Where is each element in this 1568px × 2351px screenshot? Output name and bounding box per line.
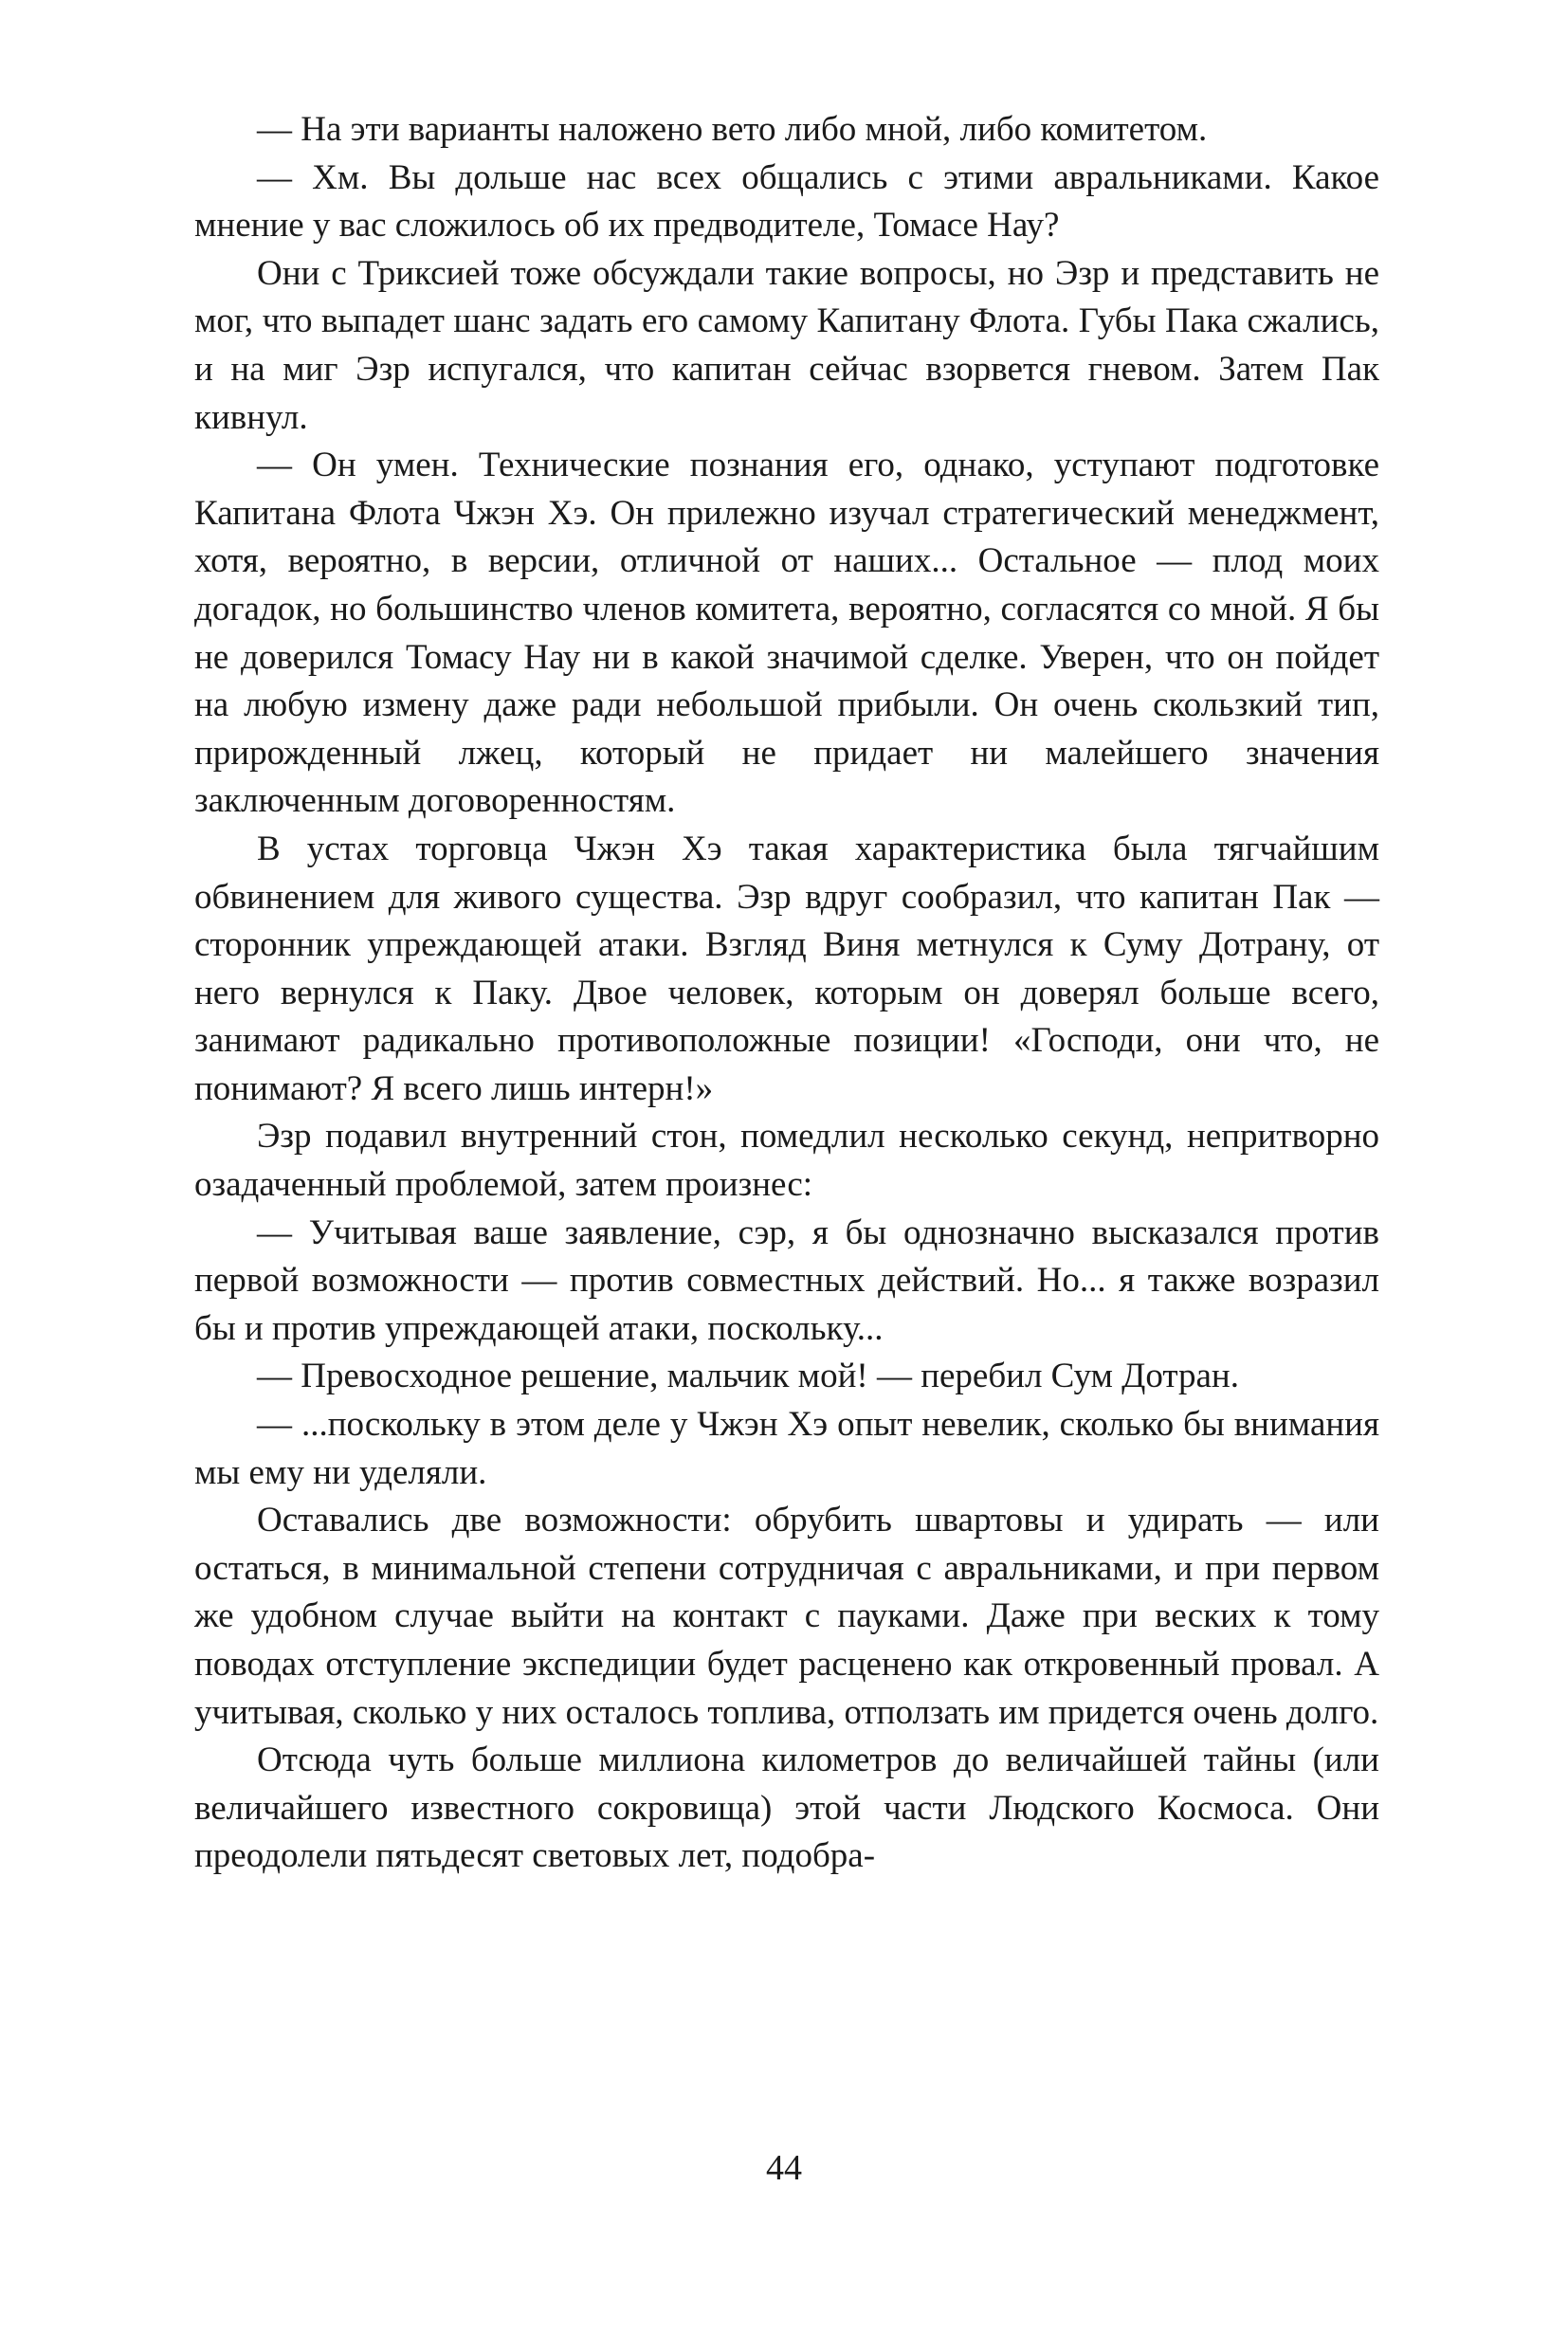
- paragraph: — Хм. Вы дольше нас всех общались с этими авральниками. Какое мнение у вас сложилось об их предводителе, Томасе Нау?: [194, 157, 1379, 246]
- paragraph: Оставались две возможности: обрубить швартовы и удирать — или остаться, в минимальной степени сотрудничая с авральниками, и при первом же удобном случае выйти на контакт с пауками. Даже при веских к тому поводах отступление экспедиции будет расценено как откровенный провал. А учитывая, сколько у них осталось топлива, отползать им придется очень долго.: [194, 1501, 1379, 1732]
- paragraph: Отсюда чуть больше миллиона километров до величайшей тайны (или величайшего известного сокровища) этой части Людского Космоса. Они преодолели пятьдесят световых лет, подобра-: [194, 1740, 1379, 1876]
- paragraph: Эзр подавил внутренний стон, помедлил несколько секунд, непритворно озадаченный проблемой, затем произнес:: [194, 1117, 1379, 1205]
- body-text: [194, 106, 1379, 1881]
- paragraph: — Он умен. Технические познания его, однако, уступают подготовке Капитана Флота Чжэн Хэ. Он прилежно изучал стратегический менеджмент, хотя, вероятно, в версии, отличной от наших... Остальное — плод моих догадок, но большинство членов комитета, вероятно, согласятся со мной. Я бы не доверился Томасу Нау ни в какой значимой сделке. Уверен, что он пойдет на любую измену даже ради небольшой прибыли. Он очень скользкий тип, прирожденный лжец, который не придает ни малейшего значения заключенным договоренностям.: [194, 446, 1379, 821]
- paragraph: — Превосходное решение, мальчик мой! — перебил Сум Дотран.: [257, 1357, 1239, 1396]
- page-number: 44: [766, 2148, 802, 2188]
- paragraph: В устах торговца Чжэн Хэ такая характеристика была тягчайшим обвинением для живого существа. Эзр вдруг сообразил, что капитан Пак — сторонник упреждающей атаки. Взгляд Виня метнулся к Суму Дотрану, от него вернулся к Паку. Двое человек, которым он доверял больше всего, занимают радикально противоположные позиции! «Господи, они что, не понимают? Я всего лишь интерн!»: [194, 829, 1379, 1108]
- paragraph: — На эти варианты наложено вето либо мной, либо комитетом.: [257, 110, 1208, 149]
- paragraph: — ...поскольку в этом деле у Чжэн Хэ опыт невелик, сколько бы внимания мы ему ни уделяли.: [194, 1405, 1379, 1492]
- paragraph: Они с Триксией тоже обсуждали такие вопросы, но Эзр и представить не мог, что выпадет шанс задать его самому Капитану Флота. Губы Пака сжались, и на миг Эзр испугался, что капитан сейчас взорвется гневом. Затем Пак кивнул.: [194, 253, 1379, 437]
- paragraph: — Учитывая ваше заявление, сэр, я бы однозначно высказался против первой возможности — против совместных действий. Но... я также возразил бы и против упреждающей атаки, поскольку...: [194, 1212, 1379, 1348]
